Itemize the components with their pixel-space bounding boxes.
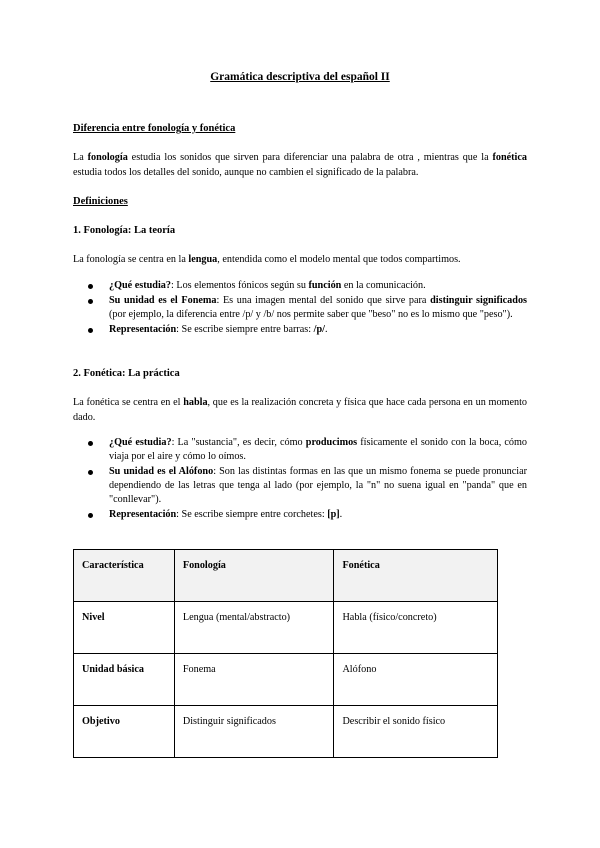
bullet-bold: producimos [305, 437, 358, 448]
table-cell: Habla (físico/concreto) [334, 602, 498, 654]
bullet-text: (por ejemplo, la diferencia entre /p/ y /b/ nos permite saber que "beso" no es lo mismo que "peso"). [109, 309, 513, 320]
list-item [73, 323, 527, 337]
section-heading: Diferencia entre fonología y fonética [73, 123, 236, 134]
bullet-icon [88, 284, 93, 289]
fonetica-para-term: habla [183, 397, 208, 408]
bullet-bold: ¿Qué estudia? [109, 437, 172, 448]
fonologia-heading: 1. Fonología: La teoría [73, 225, 176, 236]
table-header-row [74, 550, 498, 602]
list-item [73, 294, 527, 322]
table-cell: Describir el sonido físico [334, 706, 498, 758]
intro-text-3: estudia todos los detalles del sonido, aunque no cambien el significado de la palabra. [73, 167, 419, 178]
bullet-bold: /p/ [313, 324, 325, 335]
bullet-text: : Son las distintas formas en las que un mismo fonema se puede pronunciar dependiendo de las letras que tenga al lado (por ejemplo, la "n" no suena igual en "panda" que en "conllevar"). [109, 466, 527, 505]
table-cell: Lengua (mental/abstracto) [174, 602, 334, 654]
table-row-label: Unidad básica [74, 654, 175, 706]
fonetica-para-text-1: La fonética se centra en el [73, 397, 184, 408]
intro-term-fonologia: fonología [87, 152, 128, 163]
document-title: Gramática descriptiva del español II [210, 71, 390, 83]
intro-term-fonetica: fonética [492, 152, 527, 163]
table-header-cell: Característica [74, 550, 175, 602]
fonetica-heading: 2. Fonética: La práctica [73, 368, 180, 379]
bullet-bold: [p] [327, 509, 340, 520]
bullet-text: : La "sustancia", es decir, cómo [171, 437, 306, 448]
comparison-table [73, 549, 498, 758]
fonologia-paragraph [73, 252, 527, 267]
bullet-text: : Los elementos fónicos según su [170, 280, 309, 291]
table-cell: Fonema [174, 654, 334, 706]
table-cell: Alófono [334, 654, 498, 706]
bullet-text: . [339, 509, 343, 520]
table-header-cell: Fonética [334, 550, 498, 602]
bullet-text: : Se escribe siempre entre corchetes: [176, 509, 328, 520]
bullet-text: físicamente el sonido con la boca, cómo viaja por el aire y cómo lo oímos. [109, 437, 528, 462]
intro-paragraph [73, 150, 527, 180]
fonetica-bullet-list [73, 436, 527, 523]
table-row [74, 602, 498, 654]
fonologia-bullet-list [73, 279, 527, 338]
list-item [73, 279, 527, 293]
table-header-cell: Fonología [174, 550, 334, 602]
fonologia-para-term: lengua [188, 254, 218, 265]
intro-text-2: estudia los sonidos que sirven para diferenciar una palabra de otra , mientras que la [127, 152, 493, 163]
bullet-bold: Representación [109, 324, 177, 335]
list-item [73, 436, 527, 464]
bullet-icon [88, 441, 93, 446]
fonetica-paragraph [73, 395, 527, 425]
bullet-icon [88, 513, 93, 518]
fonetica-para-text-2: , que es la realización concreta y física que hace cada persona en un momento dado. [73, 397, 527, 423]
bullet-icon [88, 470, 93, 475]
list-item [73, 465, 527, 507]
bullet-bold: Representación [109, 509, 177, 520]
bullet-bold: ¿Qué estudia? [109, 280, 171, 291]
bullet-text: en la comunicación. [341, 280, 426, 291]
fonologia-para-text-2: , entendida como el modelo mental que todos compartimos. [217, 254, 461, 265]
intro-text-1: La [73, 152, 88, 163]
bullet-bold: función [308, 280, 342, 291]
bullet-text: : Es una imagen mental del sonido que sirve para [216, 295, 431, 306]
table-cell: Distinguir significados [174, 706, 334, 758]
table-row-label: Objetivo [74, 706, 175, 758]
fonologia-para-text-1: La fonología se centra en la [73, 254, 189, 265]
table-row [74, 706, 498, 758]
bullet-icon [88, 328, 93, 333]
bullet-bold: Su unidad es el Alófono [109, 466, 214, 477]
bullet-bold: distinguir significados [430, 295, 528, 306]
list-item [73, 508, 527, 522]
bullet-text: . [324, 324, 328, 335]
table-row [74, 654, 498, 706]
table-row-label: Nivel [74, 602, 175, 654]
bullet-icon [88, 299, 93, 304]
bullet-bold: Su unidad es el Fonema [109, 295, 217, 306]
bullet-text: : Se escribe siempre entre barras: [176, 324, 314, 335]
definitions-heading: Definiciones [73, 196, 128, 207]
